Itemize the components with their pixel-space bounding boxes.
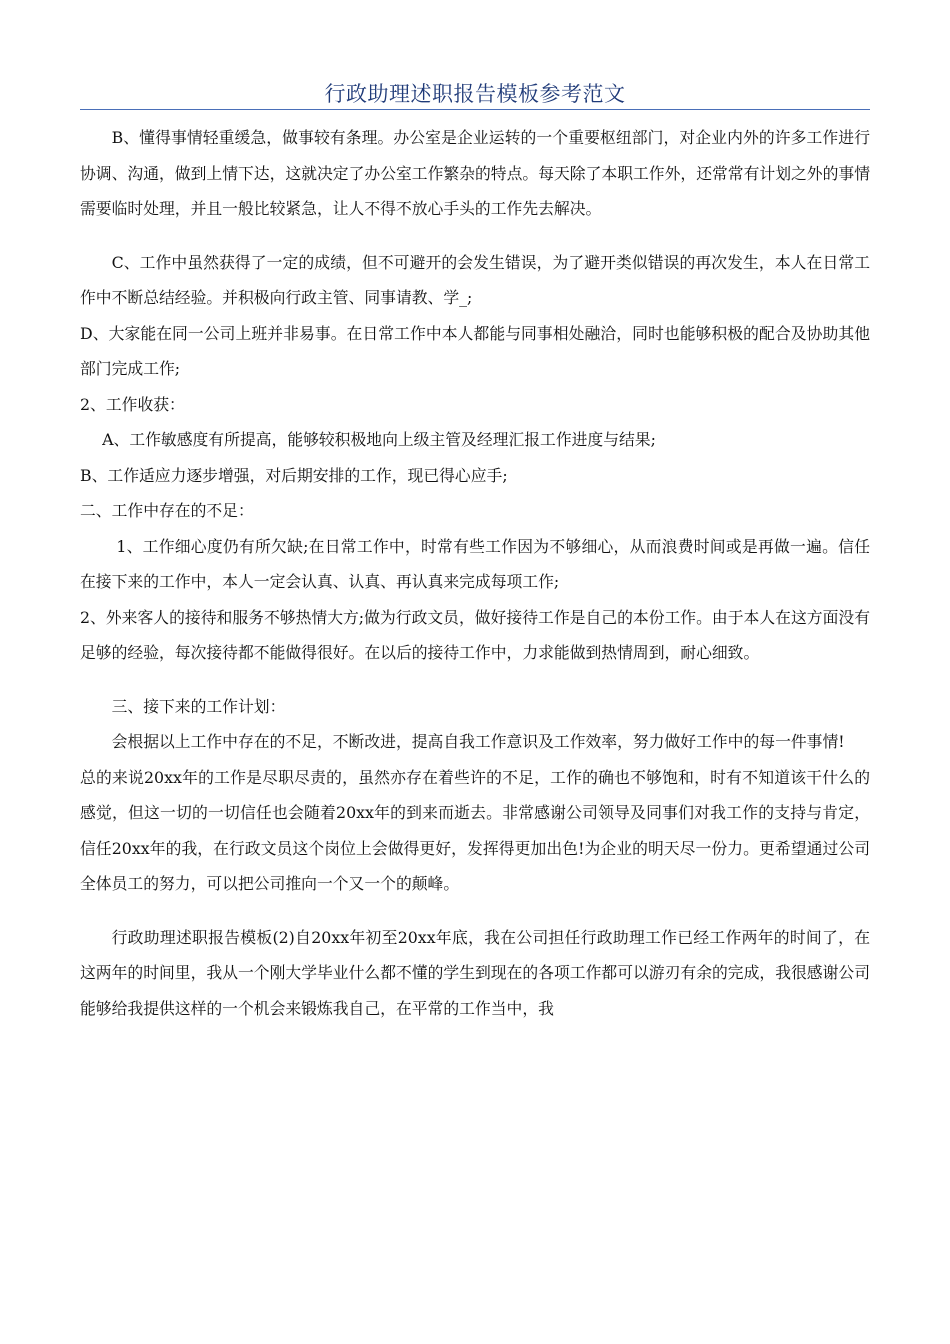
paragraph-c-mistakes: C、工作中虽然获得了一定的成绩，但不可避开的会发生错误，为了避开类似错误的再次发生，本人在日常工作中不断总结经验。并积极向行政主管、同事请教、学_;	[80, 252, 870, 307]
heading-work-gains: 2、工作收获：	[80, 394, 185, 414]
document-body	[80, 120, 870, 1026]
paragraph-template-2: 行政助理述职报告模板(2)自20xx年初至20xx年底，我在公司担任行政助理工作已经工作两年的时间了，在这两年的时间里，我从一个刚大学毕业什么都不懂的学生到现在的各项工作都可以游刃有余的完成，我很感谢公司能够给我提供这样的一个机会来锻炼我自己，在平常的工作当中，我	[80, 927, 870, 1018]
header-divider	[80, 109, 870, 110]
paragraph-improvement: 会根据以上工作中存在的不足，不断改进，提高自我工作意识及工作效率，努力做好工作中的每一件事情!	[111, 732, 845, 751]
paragraph-summary: 总的来说20xx年的工作是尽职尽责的，虽然亦存在着些许的不足，工作的确也不够饱和，时有不知道该干什么的感觉，但这一切的一切信任也会随着20xx年的到来而逝去。非常感谢公司领导及同事们对我工作的支持与肯定，信任20xx年的我，在行政文员这个岗位上会做得更好，发挥得更加出色!为企业的明天尽一份力。更希望通过公司全体员工的努力，可以把公司推向一个又一个的颠峰。	[80, 767, 870, 893]
paragraph-carefulness: 1、工作细心度仍有所欠缺;在日常工作中，时常有些工作因为不够细心，从而浪费时间或是再做一遍。信任在接下来的工作中，本人一定会认真、认真、再认真来完成每项工作;	[80, 536, 870, 591]
heading-shortcomings: 二、工作中存在的不足：	[80, 501, 254, 520]
paragraph-d-teamwork: D、大家能在同一公司上班并非易事。在日常工作中本人都能与同事相处融洽，同时也能够积极的配合及协助其他部门完成工作;	[80, 323, 870, 378]
paragraph-a-sensitivity: A、工作敏感度有所提高，能够较积极地向上级主管及经理汇报工作进度与结果;	[102, 430, 656, 449]
page-title: 行政助理述职报告模板参考范文	[324, 82, 626, 106]
paragraph-b-adaptability: B、工作适应力逐步增强，对后期安排的工作，现已得心应手;	[80, 465, 508, 485]
paragraph-reception: 2、外来客人的接待和服务不够热情大方;做为行政文员，做好接待工作是自己的本份工作。由于本人在这方面没有足够的经验，每次接待都不能做得很好。在以后的接待工作中，力求能做到热情周到，耐心细致。	[80, 607, 870, 662]
heading-next-plan: 三、接下来的工作计划：	[111, 696, 286, 716]
paragraph-b-priorities: B、懂得事情轻重缓急，做事较有条理。办公室是企业运转的一个重要枢纽部门，对企业内外的许多工作进行协调、沟通，做到上情下达，这就决定了办公室工作繁杂的特点。每天除了本职工作外，还常常有计划之外的事情需要临时处理，并且一般比较紧急，让人不得不放心手头的工作先去解决。	[80, 128, 870, 218]
